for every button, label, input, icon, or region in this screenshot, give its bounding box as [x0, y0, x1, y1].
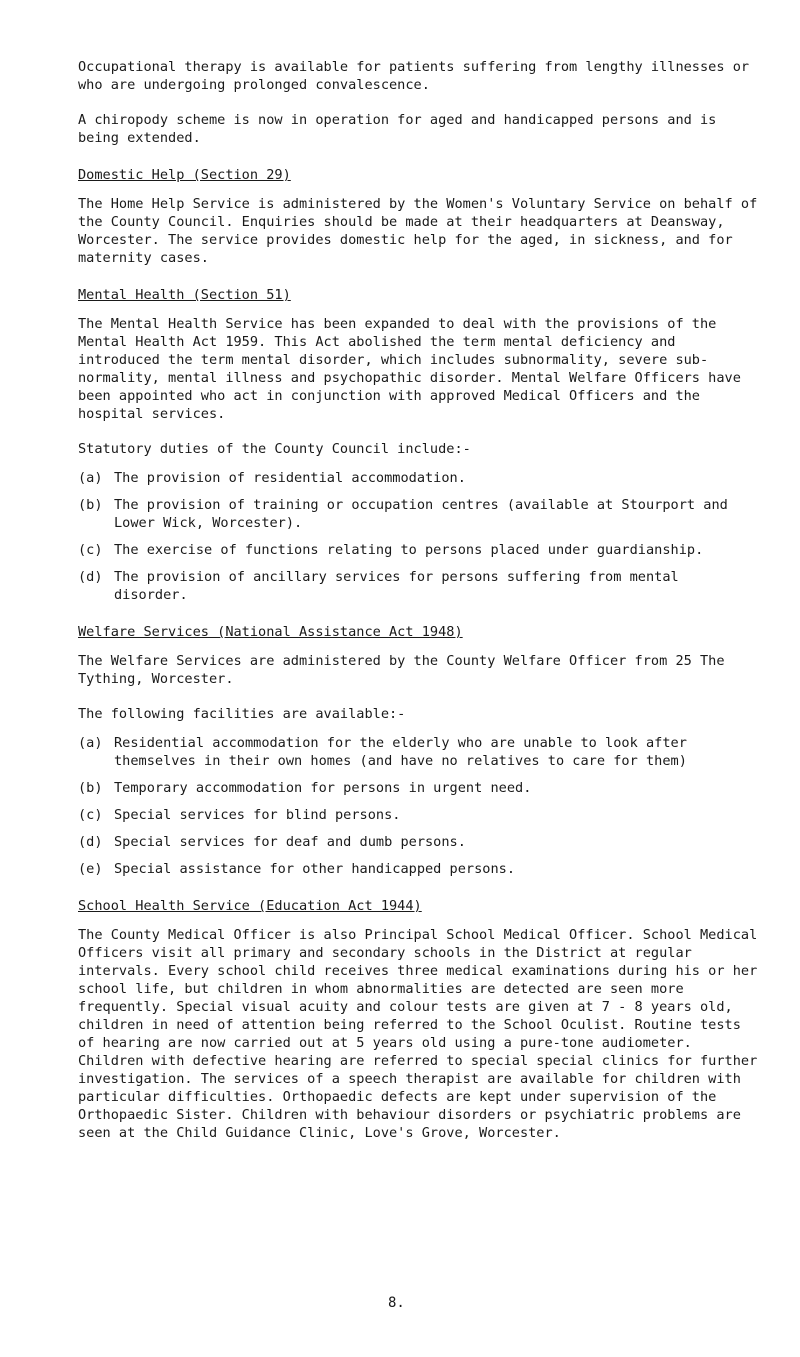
- list-item-text: The provision of residential accommodation.: [114, 470, 466, 486]
- domestic-help-section: [78, 166, 758, 267]
- welfare-section: [78, 623, 758, 878]
- list-item-text: Special services for deaf and dumb persons.: [114, 834, 466, 850]
- list-item-label: (a): [78, 735, 103, 751]
- document-page: [78, 58, 758, 1142]
- list-item-text: Residential accommodation for the elderly who are unable to look after themselves in their own homes (and have no relatives to care for them): [114, 735, 687, 769]
- list-item: [78, 541, 758, 559]
- list-item-label: (b): [78, 497, 103, 513]
- school-health-heading: School Health Service (Education Act 1944): [78, 898, 422, 914]
- list-item-label: (c): [78, 807, 103, 823]
- list-item: [78, 469, 758, 487]
- list-item-label: (c): [78, 542, 103, 558]
- welfare-facilities-list: [78, 734, 758, 878]
- list-item: [78, 734, 758, 770]
- mental-health-body: The Mental Health Service has been expanded to deal with the provisions of the Mental Health Act 1959. This Act abolished the term mental deficiency and introduced the term mental disorder, which includes subnormality, severe sub-normality, mental illness and psychopathic disorder. Mental Welfare Officers have been appointed who act in conjunction with approved Medical Officers and the hospital services.: [78, 316, 741, 422]
- school-health-body: The County Medical Officer is also Principal School Medical Officer. School Medical Officers visit all primary and secondary schools in the District at regular intervals. Every school child receives three medical examinations during his or her school life, but children in whom abnormalities are detected are seen more frequently. Special visual acuity and colour tests are given at 7 - 8 years old, children in need of attention being referred to the School Oculist. Routine tests of hearing are now carried out at 5 years old using a pure-tone audiometer. Children with defective hearing are referred to special special clinics for further investigation. The services of a speech therapist are available for children with particular difficulties. Orthopaedic defects are kept under supervision of the Orthopaedic Sister. Children with behaviour disorders or psychiatric problems are seen at the Child Guidance Clinic, Love's Grove, Worcester.: [78, 927, 758, 1141]
- statutory-duties-list: [78, 469, 758, 604]
- list-item-text: Special assistance for other handicapped persons.: [114, 861, 516, 877]
- mental-health-heading: Mental Health (Section 51): [78, 287, 291, 303]
- school-health-section: [78, 897, 758, 1142]
- mental-health-section: [78, 286, 758, 604]
- list-item-label: (e): [78, 861, 103, 877]
- domestic-help-body: The Home Help Service is administered by the Women's Voluntary Service on behalf of the County Council. Enquiries should be made at their headquarters at Deansway, Worcester. The service provides domestic help for the aged, in sickness, and for maternity cases.: [78, 196, 758, 266]
- welfare-facilities-intro: The following facilities are available:-: [78, 706, 406, 722]
- welfare-body: The Welfare Services are administered by the County Welfare Officer from 25 The Tything, Worcester.: [78, 653, 725, 687]
- list-item-text: The provision of training or occupation centres (available at Stourport and Lower Wick, Worcester).: [114, 497, 728, 531]
- list-item-text: Special services for blind persons.: [114, 807, 401, 823]
- list-item: [78, 496, 758, 532]
- list-item-text: The exercise of functions relating to persons placed under guardianship.: [114, 542, 704, 558]
- occupational-therapy-paragraph: Occupational therapy is available for patients suffering from lengthy illnesses or who are undergoing prolonged convalescence.: [78, 59, 750, 93]
- list-item: [78, 860, 758, 878]
- list-item-label: (a): [78, 470, 103, 486]
- list-item-text: The provision of ancillary services for persons suffering from mental disorder.: [114, 569, 679, 603]
- chiropody-paragraph: A chiropody scheme is now in operation for aged and handicapped persons and is being extended.: [78, 112, 717, 146]
- list-item-text: Temporary accommodation for persons in urgent need.: [114, 780, 532, 796]
- page-number: 8.: [388, 1295, 405, 1311]
- statutory-duties-intro: Statutory duties of the County Council include:-: [78, 441, 471, 457]
- list-item-label: (b): [78, 780, 103, 796]
- list-item-label: (d): [78, 834, 103, 850]
- list-item: [78, 779, 758, 797]
- list-item: [78, 833, 758, 851]
- list-item-label: (d): [78, 569, 103, 585]
- welfare-heading: Welfare Services (National Assistance Act 1948): [78, 624, 463, 640]
- list-item: [78, 568, 758, 604]
- domestic-help-heading: Domestic Help (Section 29): [78, 167, 291, 183]
- list-item: [78, 806, 758, 824]
